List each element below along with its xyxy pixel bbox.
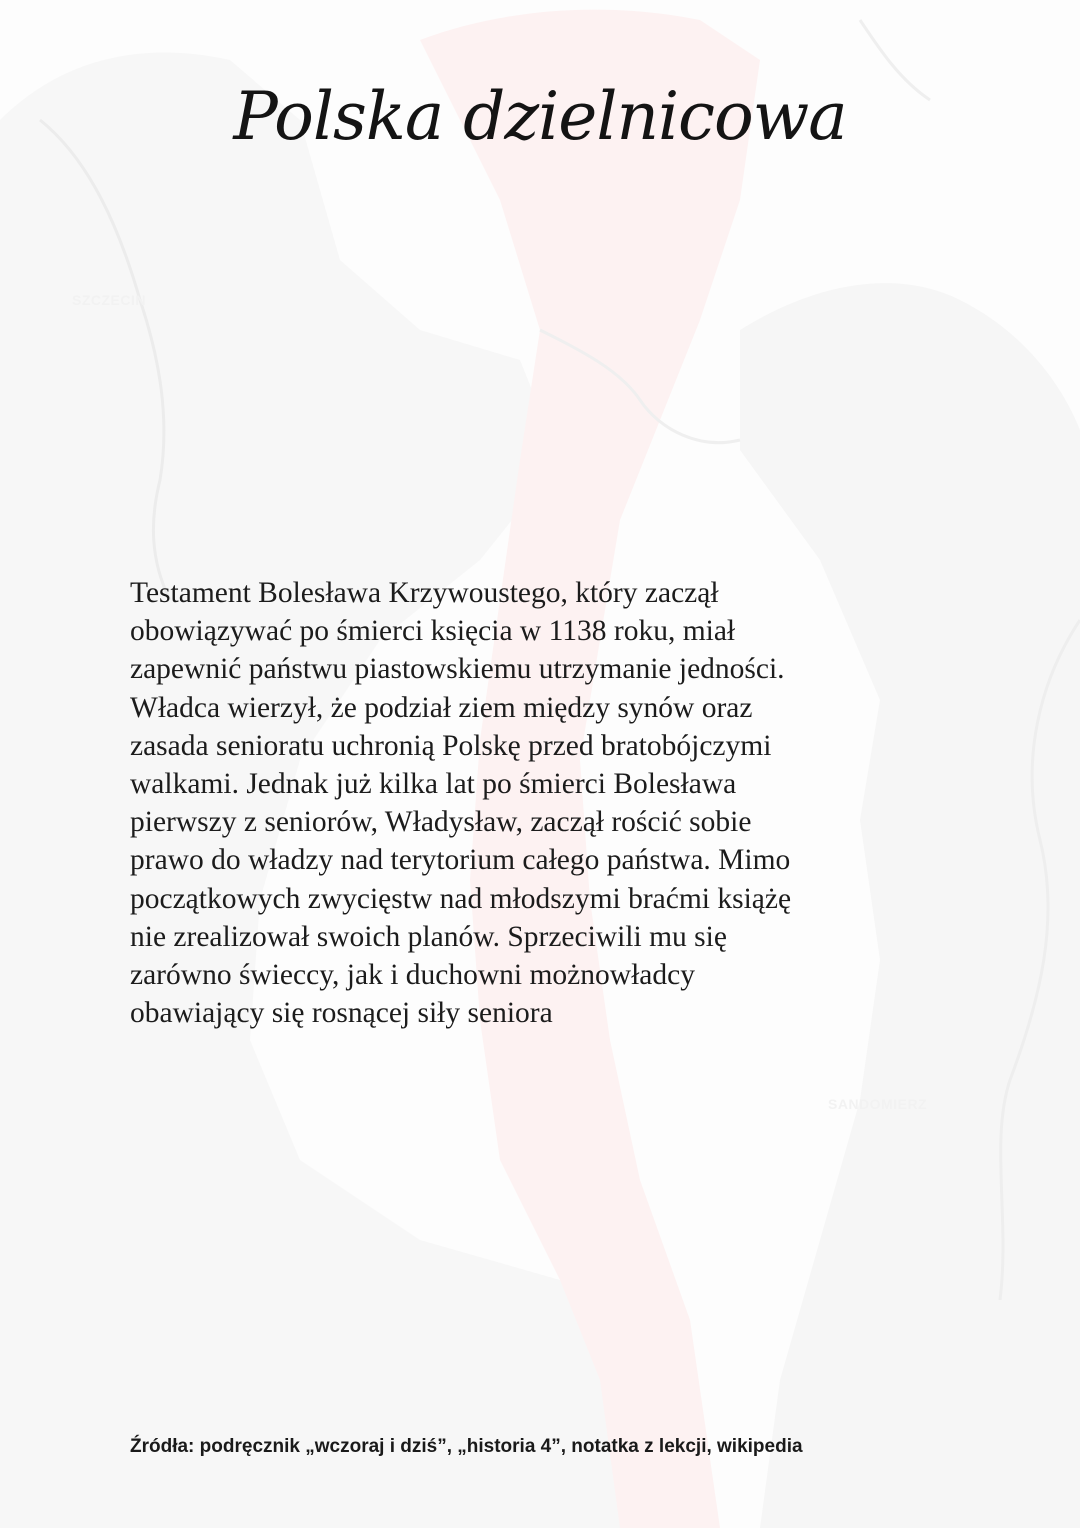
paragraph-line: zasada senioratu uchronią Polskę przed bratobójczymi <box>130 729 772 762</box>
map-label-sandomierz: SANDOMIERZ <box>828 1096 928 1112</box>
paragraph-line: obawiający się rosnącej siły seniora <box>130 997 553 1030</box>
paragraph-line: prawo do władzy nad terytorium całego państwa. Mimo <box>130 844 791 877</box>
paragraph-line: Władca wierzył, że podział ziem między synów oraz <box>130 691 753 724</box>
page-title: Polska dzielnicowa <box>233 78 847 155</box>
body-paragraph <box>130 574 930 1032</box>
paragraph-line: nie zrealizował swoich planów. Sprzeciwili mu się <box>130 920 727 953</box>
paragraph-line: zarówno świeccy, jak i duchowni możnowładcy <box>130 959 695 992</box>
paragraph-line: zapewnić państwu piastowskiemu utrzymanie jedności. <box>130 653 785 686</box>
paragraph-line: pierwszy z seniorów, Władysław, zaczął rościć sobie <box>130 806 752 839</box>
sources-footnote: Źródła: podręcznik „wczoraj i dziś”, „historia 4”, notatka z lekcji, wikipedia <box>130 1436 803 1457</box>
paragraph-line: obowiązywać po śmierci księcia w 1138 roku, miał <box>130 615 736 648</box>
paragraph-line: początkowych zwycięstw nad młodszymi braćmi książę <box>130 882 792 915</box>
paragraph-line: walkami. Jednak już kilka lat po śmierci Bolesława <box>130 768 737 801</box>
paragraph-line: Testament Bolesława Krzywoustego, który zaczął <box>130 577 719 609</box>
map-label-szczecin: SZCZECIN <box>72 292 146 308</box>
